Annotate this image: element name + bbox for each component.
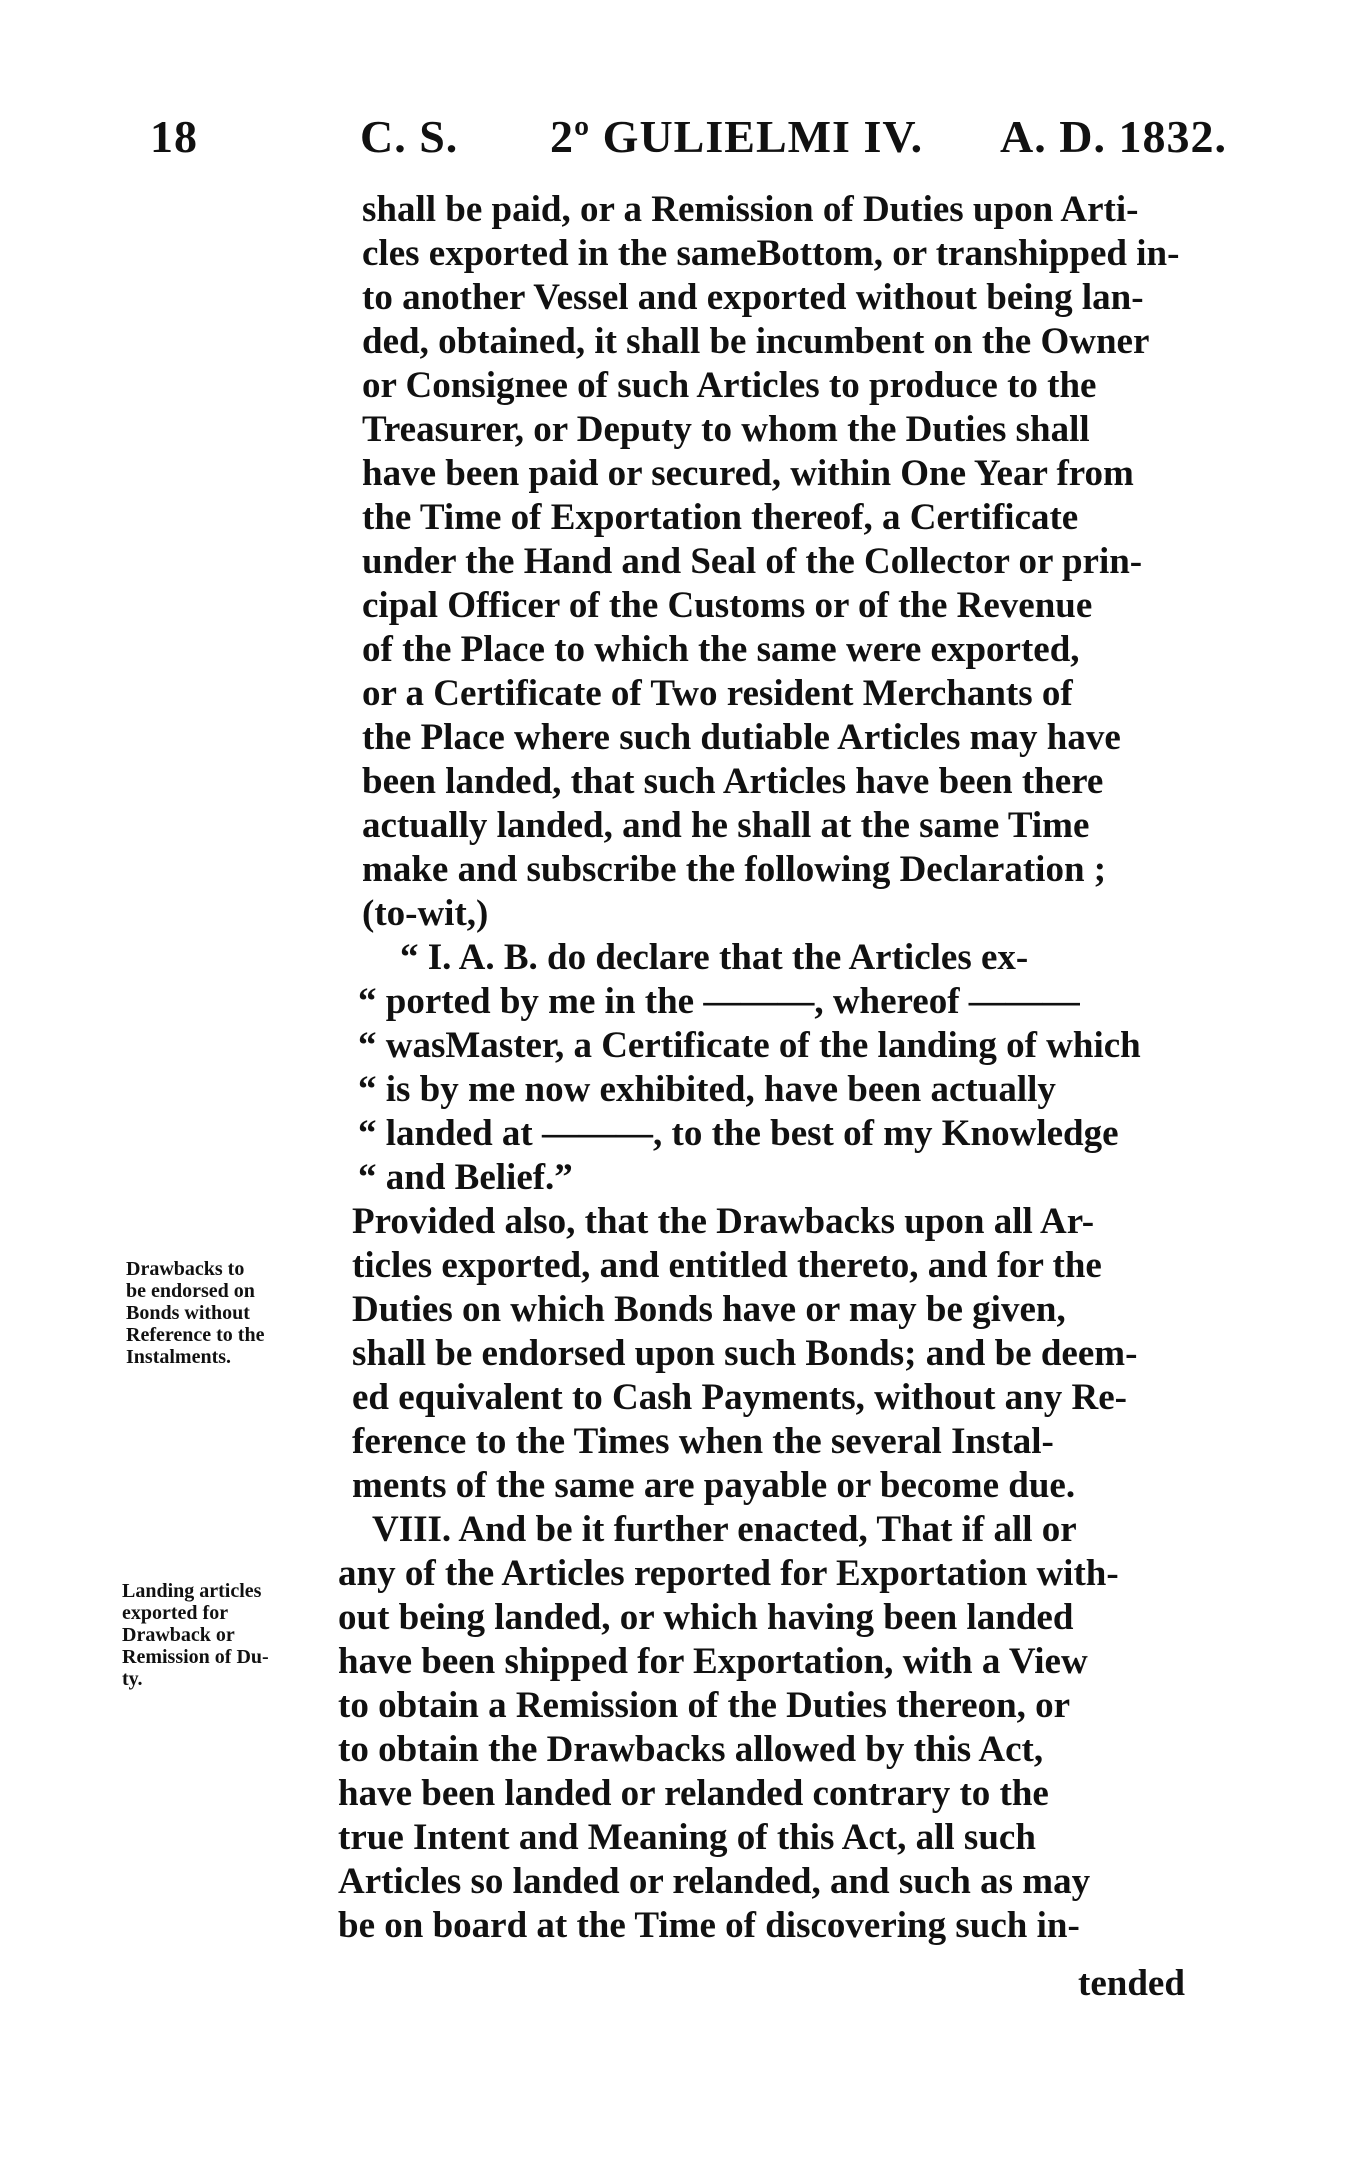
text-line: shall be endorsed upon such Bonds; and be deem-: [352, 1333, 1138, 1374]
text-line: ments of the same are payable or become due.: [352, 1465, 1076, 1506]
text-line: to another Vessel and exported without being lan-: [362, 277, 1144, 318]
text-line: the Place where such dutiable Articles may have: [362, 717, 1121, 758]
text-line: any of the Articles reported for Exportation with-: [338, 1553, 1119, 1594]
text-line: the Time of Exportation thereof, a Certificate: [362, 497, 1079, 538]
text-line: Treasurer, or Deputy to whom the Duties shall: [362, 409, 1090, 450]
text-line: ed equivalent to Cash Payments, without any Re-: [352, 1377, 1127, 1418]
declaration-line: “ wasMaster, a Certificate of the landing of which: [358, 1025, 1141, 1066]
text-line: ticles exported, and entitled thereto, and for the: [352, 1245, 1102, 1286]
text-line: ded, obtained, it shall be incumbent on the Owner: [362, 321, 1150, 362]
year: A. D. 1832.: [1000, 111, 1227, 162]
text-line: Provided also, that the Drawbacks upon all Ar-: [352, 1201, 1095, 1242]
text-line: actually landed, and he shall at the same Time: [362, 805, 1090, 846]
text-line: cles exported in the sameBottom, or transhipped in-: [362, 233, 1180, 274]
marginal-note-line: Reference to the: [126, 1324, 265, 1346]
marginal-note-line: be endorsed on: [126, 1280, 255, 1302]
text-line: shall be paid, or a Remission of Duties upon Arti-: [362, 189, 1139, 230]
text-line: or Consignee of such Articles to produce to the: [362, 365, 1097, 406]
marginal-note-line: Landing articles: [122, 1580, 262, 1602]
marginal-note-line: Drawback or: [122, 1624, 235, 1646]
text-line: Articles so landed or relanded, and such as may: [338, 1861, 1091, 1902]
marginal-note-line: Drawbacks to: [126, 1258, 245, 1280]
declaration-line: “ ported by me in the ———, whereof ———: [358, 981, 1080, 1022]
text-line: been landed, that such Articles have been there: [362, 761, 1104, 802]
marginal-note-line: Instalments.: [126, 1346, 232, 1368]
text-line: or a Certificate of Two resident Merchants of: [362, 673, 1073, 714]
text-line: true Intent and Meaning of this Act, all such: [338, 1817, 1036, 1858]
text-line: have been paid or secured, within One Year from: [362, 453, 1134, 494]
declaration-line: “ landed at ———, to the best of my Knowledge: [358, 1113, 1119, 1154]
marginal-note-line: Bonds without: [126, 1302, 250, 1324]
declaration-line: “ and Belief.”: [358, 1157, 573, 1198]
text-line: of the Place to which the same were exported,: [362, 629, 1080, 670]
section-start-line: VIII. And be it further enacted, That if all or: [372, 1509, 1077, 1550]
text-line: Duties on which Bonds have or may be given,: [352, 1289, 1066, 1330]
text-line: have been shipped for Exportation, with a View: [338, 1641, 1088, 1682]
marginal-note-line: ty.: [122, 1668, 143, 1690]
marginal-note-line: Remission of Du-: [122, 1646, 269, 1668]
page-number: 18: [150, 111, 198, 162]
text-line: cipal Officer of the Customs or of the Revenue: [362, 585, 1093, 626]
regnal-year: 2º GULIELMI IV.: [550, 111, 924, 162]
text-line: have been landed or relanded contrary to the: [338, 1773, 1049, 1814]
declaration-line: “ is by me now exhibited, have been actually: [358, 1069, 1056, 1110]
text-line: (to-wit,): [362, 893, 489, 934]
text-line: out being landed, or which having been landed: [338, 1597, 1074, 1638]
declaration-line: “ I. A. B. do declare that the Articles ex-: [400, 937, 1029, 978]
text-line: under the Hand and Seal of the Collector or prin-: [362, 541, 1143, 582]
text-line: to obtain a Remission of the Duties thereon, or: [338, 1685, 1071, 1726]
text-line: make and subscribe the following Declaration ;: [362, 849, 1107, 890]
text-line: to obtain the Drawbacks allowed by this Act,: [338, 1729, 1044, 1770]
chapter-number: C. S.: [360, 111, 459, 162]
text-line: ference to the Times when the several Instal-: [352, 1421, 1054, 1462]
text-line: be on board at the Time of discovering such in-: [338, 1905, 1080, 1946]
marginal-note-line: exported for: [122, 1602, 229, 1624]
running-header: [0, 110, 1348, 170]
catchword: tended: [1078, 1963, 1185, 2004]
